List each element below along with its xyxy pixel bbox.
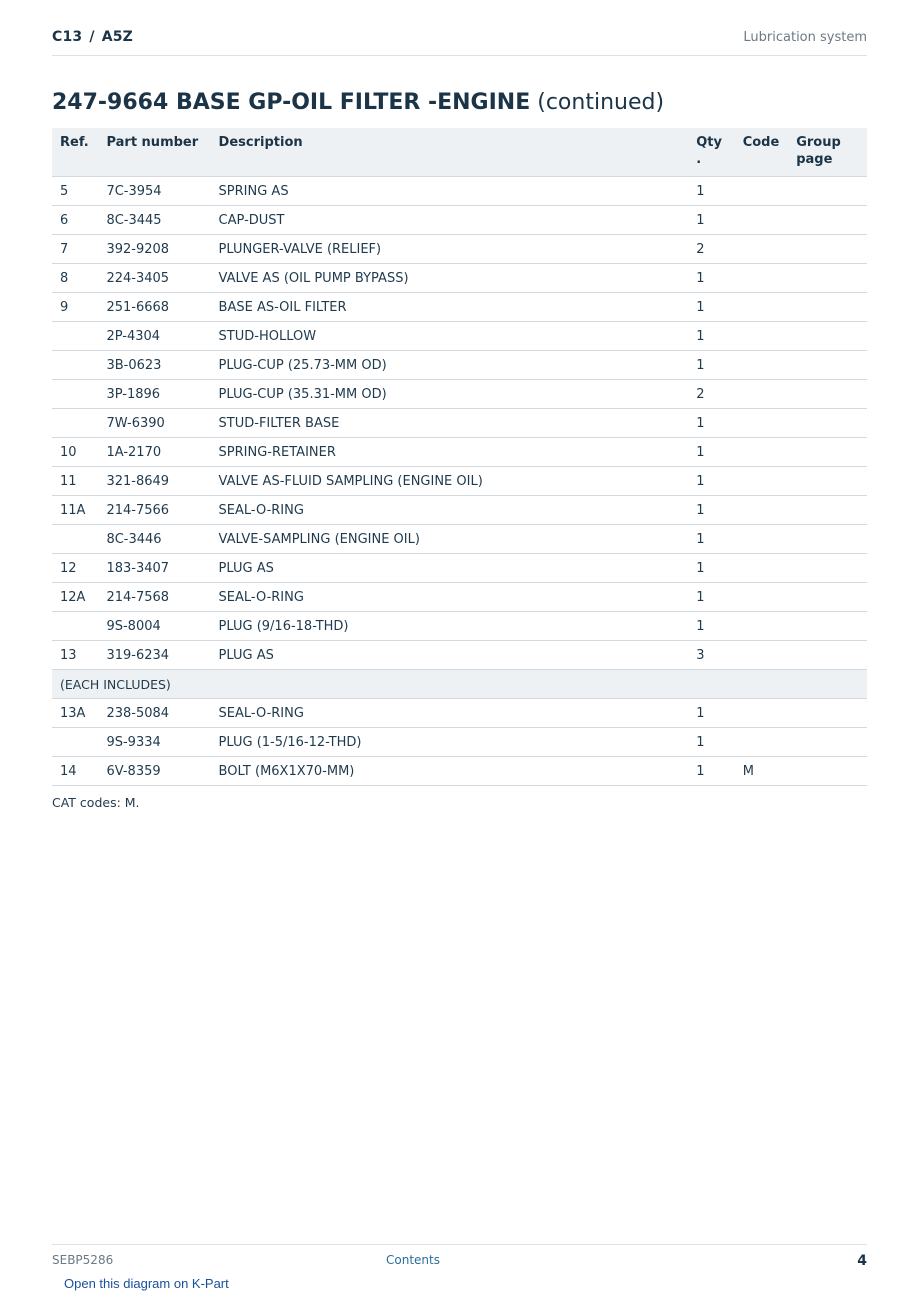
- description-cell: SEAL-O-RING: [211, 583, 689, 612]
- table-row: [52, 206, 867, 235]
- qty-cell: 1: [688, 496, 734, 525]
- page-title: [52, 90, 664, 115]
- model-label: C13: [52, 29, 83, 45]
- qty-cell: 2: [688, 380, 734, 409]
- description-cell: CAP-DUST: [211, 206, 689, 235]
- serial-prefix-label: A5Z: [101, 29, 134, 45]
- group-page-cell: [788, 496, 867, 525]
- ref-cell: 10: [52, 438, 98, 467]
- description-cell: PLUG (9/16-18-THD): [211, 612, 689, 641]
- page-footer: [52, 1244, 867, 1275]
- part-number-cell: 7W-6390: [98, 409, 210, 438]
- code-cell: [735, 728, 789, 757]
- contents-link[interactable]: Contents: [386, 1253, 440, 1267]
- ref-cell: 8: [52, 264, 98, 293]
- qty-cell: 1: [688, 612, 734, 641]
- description-cell: PLUG AS: [211, 641, 689, 670]
- group-page-cell: [788, 235, 867, 264]
- table-row: [52, 467, 867, 496]
- table-row: [52, 554, 867, 583]
- ref-cell: 11: [52, 467, 98, 496]
- code-cell: [735, 467, 789, 496]
- code-cell: [735, 554, 789, 583]
- description-cell: SEAL-O-RING: [211, 699, 689, 728]
- description-cell: VALVE-SAMPLING (ENGINE OIL): [211, 525, 689, 554]
- table-note-row: [52, 670, 867, 699]
- note-cell: (EACH INCLUDES): [52, 670, 867, 699]
- continued-label: (continued): [537, 90, 665, 115]
- code-cell: M: [735, 757, 789, 786]
- ref-cell: 5: [52, 177, 98, 206]
- part-number-cell: 321-8649: [98, 467, 210, 496]
- model-serial: [52, 29, 133, 45]
- part-number-cell: 214-7566: [98, 496, 210, 525]
- table-row: [52, 322, 867, 351]
- header-qty: [688, 128, 734, 177]
- header-qty-line2: .: [696, 152, 702, 167]
- description-cell: SPRING-RETAINER: [211, 438, 689, 467]
- qty-cell: 1: [688, 293, 734, 322]
- table-row: [52, 583, 867, 612]
- group-page-cell: [788, 177, 867, 206]
- page-number: 4: [857, 1253, 867, 1269]
- group-page-cell: [788, 583, 867, 612]
- part-number-cell: 3P-1896: [98, 380, 210, 409]
- header-qty-line1: Qty: [696, 135, 722, 150]
- part-number-cell: 319-6234: [98, 641, 210, 670]
- ref-cell: [52, 380, 98, 409]
- code-cell: [735, 235, 789, 264]
- group-page-cell: [788, 612, 867, 641]
- group-page-cell: [788, 409, 867, 438]
- table-row: [52, 351, 867, 380]
- part-number-cell: 224-3405: [98, 264, 210, 293]
- qty-cell: 1: [688, 177, 734, 206]
- table-row: [52, 641, 867, 670]
- table-row: [52, 728, 867, 757]
- table-row: [52, 264, 867, 293]
- table-row: [52, 612, 867, 641]
- code-cell: [735, 380, 789, 409]
- document-number: SEBP5286: [52, 1253, 114, 1267]
- ref-cell: 11A: [52, 496, 98, 525]
- header-code: Code: [735, 128, 789, 177]
- ref-cell: 13A: [52, 699, 98, 728]
- parts-table-body: [52, 177, 867, 786]
- ref-cell: [52, 351, 98, 380]
- header-group-page: [788, 128, 867, 177]
- table-row: [52, 438, 867, 467]
- part-number-cell: 3B-0623: [98, 351, 210, 380]
- qty-cell: 1: [688, 728, 734, 757]
- code-cell: [735, 699, 789, 728]
- header-group-line2: page: [796, 152, 833, 167]
- part-number-cell: 9S-8004: [98, 612, 210, 641]
- code-cell: [735, 409, 789, 438]
- code-cell: [735, 496, 789, 525]
- ref-cell: 6: [52, 206, 98, 235]
- description-cell: SPRING AS: [211, 177, 689, 206]
- table-row: [52, 496, 867, 525]
- qty-cell: 1: [688, 583, 734, 612]
- description-cell: VALVE AS-FLUID SAMPLING (ENGINE OIL): [211, 467, 689, 496]
- page-header: [52, 22, 867, 56]
- ref-cell: 14: [52, 757, 98, 786]
- qty-cell: 1: [688, 554, 734, 583]
- table-row: [52, 380, 867, 409]
- ref-cell: [52, 728, 98, 757]
- header-description: Description: [211, 128, 689, 177]
- qty-cell: 2: [688, 235, 734, 264]
- qty-cell: 1: [688, 206, 734, 235]
- description-cell: PLUG AS: [211, 554, 689, 583]
- description-cell: STUD-FILTER BASE: [211, 409, 689, 438]
- model-separator: /: [89, 29, 95, 45]
- kpart-link[interactable]: Open this diagram on K-Part: [64, 1276, 229, 1291]
- ref-cell: [52, 322, 98, 351]
- header-ref: Ref.: [52, 128, 98, 177]
- code-cell: [735, 583, 789, 612]
- group-page-cell: [788, 554, 867, 583]
- table-row: [52, 235, 867, 264]
- group-page-cell: [788, 467, 867, 496]
- group-page-cell: [788, 322, 867, 351]
- part-number-cell: 2P-4304: [98, 322, 210, 351]
- qty-cell: 3: [688, 641, 734, 670]
- group-page-cell: [788, 206, 867, 235]
- code-cell: [735, 322, 789, 351]
- description-cell: PLUNGER-VALVE (RELIEF): [211, 235, 689, 264]
- qty-cell: 1: [688, 438, 734, 467]
- group-page-cell: [788, 699, 867, 728]
- part-number-cell: 8C-3446: [98, 525, 210, 554]
- description-cell: BOLT (M6X1X70-MM): [211, 757, 689, 786]
- ref-cell: 12A: [52, 583, 98, 612]
- table-row: [52, 525, 867, 554]
- part-number-cell: 183-3407: [98, 554, 210, 583]
- code-cell: [735, 612, 789, 641]
- ref-cell: 7: [52, 235, 98, 264]
- group-page-cell: [788, 757, 867, 786]
- ref-cell: [52, 525, 98, 554]
- description-cell: PLUG-CUP (35.31-MM OD): [211, 380, 689, 409]
- description-cell: BASE AS-OIL FILTER: [211, 293, 689, 322]
- table-row: [52, 293, 867, 322]
- code-cell: [735, 438, 789, 467]
- qty-cell: 1: [688, 264, 734, 293]
- code-cell: [735, 641, 789, 670]
- part-number-cell: 9S-9334: [98, 728, 210, 757]
- part-number-cell: 1A-2170: [98, 438, 210, 467]
- part-number-cell: 7C-3954: [98, 177, 210, 206]
- part-number-cell: 8C-3445: [98, 206, 210, 235]
- code-cell: [735, 351, 789, 380]
- part-number-cell: 6V-8359: [98, 757, 210, 786]
- ref-cell: [52, 409, 98, 438]
- table-header-row: [52, 128, 867, 177]
- qty-cell: 1: [688, 322, 734, 351]
- qty-cell: 1: [688, 351, 734, 380]
- qty-cell: 1: [688, 409, 734, 438]
- ref-cell: 9: [52, 293, 98, 322]
- cat-codes-note: CAT codes: M.: [52, 795, 140, 810]
- qty-cell: 1: [688, 757, 734, 786]
- table-row: [52, 177, 867, 206]
- table-row: [52, 757, 867, 786]
- part-number-cell: 214-7568: [98, 583, 210, 612]
- group-page-cell: [788, 438, 867, 467]
- code-cell: [735, 177, 789, 206]
- header-part-number: Part number: [98, 128, 210, 177]
- description-cell: PLUG (1-5/16-12-THD): [211, 728, 689, 757]
- code-cell: [735, 206, 789, 235]
- qty-cell: 1: [688, 525, 734, 554]
- table-row: [52, 699, 867, 728]
- section-name: Lubrication system: [743, 30, 867, 45]
- group-title: 247-9664 BASE GP-OIL FILTER -ENGINE: [52, 90, 531, 115]
- code-cell: [735, 525, 789, 554]
- ref-cell: 12: [52, 554, 98, 583]
- part-number-cell: 251-6668: [98, 293, 210, 322]
- ref-cell: 13: [52, 641, 98, 670]
- qty-cell: 1: [688, 467, 734, 496]
- group-page-cell: [788, 641, 867, 670]
- part-number-cell: 238-5084: [98, 699, 210, 728]
- code-cell: [735, 264, 789, 293]
- description-cell: STUD-HOLLOW: [211, 322, 689, 351]
- group-page-cell: [788, 351, 867, 380]
- description-cell: SEAL-O-RING: [211, 496, 689, 525]
- description-cell: VALVE AS (OIL PUMP BYPASS): [211, 264, 689, 293]
- table-row: [52, 409, 867, 438]
- description-cell: PLUG-CUP (25.73-MM OD): [211, 351, 689, 380]
- group-page-cell: [788, 380, 867, 409]
- code-cell: [735, 293, 789, 322]
- header-group-line1: Group: [796, 135, 841, 150]
- group-page-cell: [788, 728, 867, 757]
- group-page-cell: [788, 525, 867, 554]
- ref-cell: [52, 612, 98, 641]
- qty-cell: 1: [688, 699, 734, 728]
- group-page-cell: [788, 293, 867, 322]
- part-number-cell: 392-9208: [98, 235, 210, 264]
- group-page-cell: [788, 264, 867, 293]
- parts-table: [52, 128, 867, 786]
